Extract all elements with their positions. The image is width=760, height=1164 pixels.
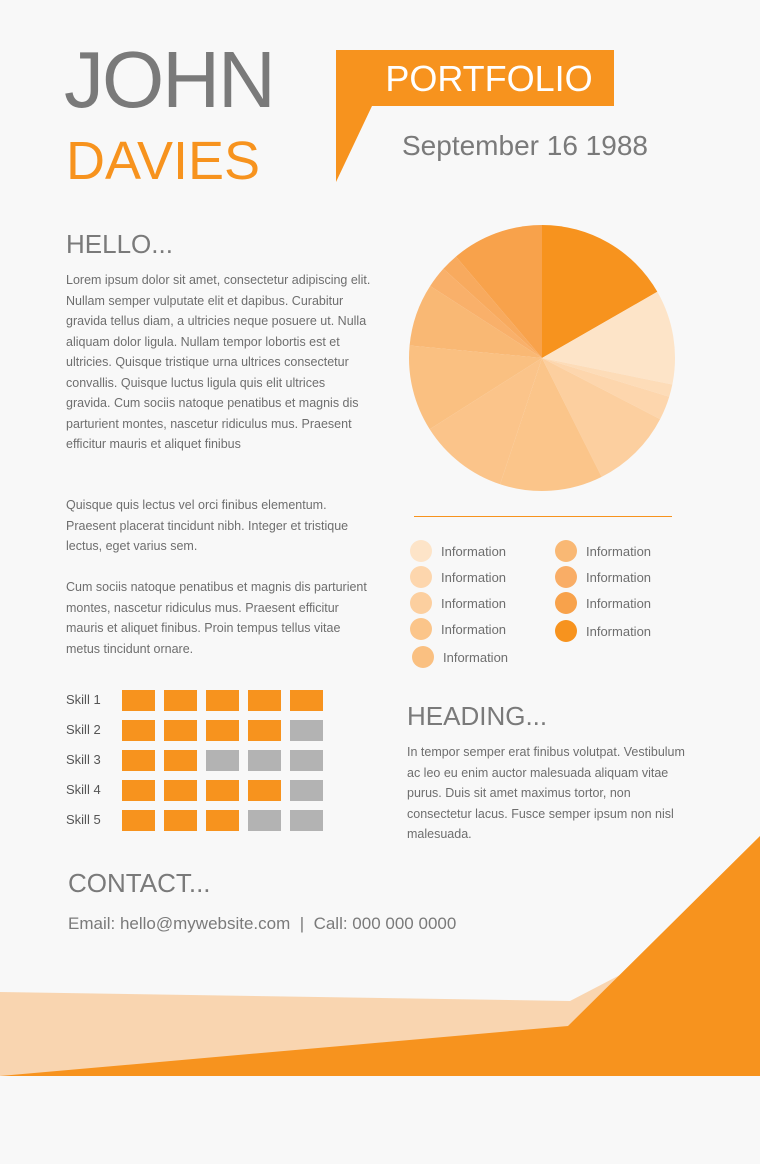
legend-dot-icon	[412, 646, 434, 668]
intro-paragraph-2: Quisque quis lectus vel orci finibus elementum. Praesent placerat tincidunt nibh. Integer et tristique lectus, eget varius sem.	[66, 498, 349, 553]
skill-level-filled	[164, 690, 197, 711]
divider-line	[414, 516, 672, 517]
legend-dot-icon	[555, 592, 577, 614]
skill-level-filled	[122, 780, 155, 801]
legend-dot-icon	[555, 620, 577, 642]
legend-label: Information	[441, 569, 507, 585]
skill-row	[66, 690, 336, 712]
legend-label: Information	[441, 543, 507, 559]
skill-level-filled	[248, 780, 281, 801]
skill-row	[66, 720, 336, 742]
skill-level-filled	[164, 780, 197, 801]
legend-item	[410, 592, 506, 614]
skill-level-filled	[248, 690, 281, 711]
skill-level-empty	[290, 810, 323, 831]
legend-item	[410, 540, 506, 562]
pie-chart	[408, 224, 676, 492]
skill-level-empty	[248, 750, 281, 771]
skill-row	[66, 810, 336, 832]
skill-level-empty	[206, 750, 239, 771]
skill-level-empty	[248, 810, 281, 831]
legend-label: Information	[586, 595, 652, 611]
heading-paragraph: In tempor semper erat finibus volutpat. Vestibulum ac leo eu enim auctor malesuada aliquam vitae purus. Duis sit amet maximus tortor, non consectetur lacus. Fusce semper ipsum non nisl malesuada.	[407, 745, 685, 841]
legend-dot-icon	[555, 566, 577, 588]
legend-item	[555, 566, 651, 588]
skill-name: Skill 3	[66, 752, 101, 767]
last-name: DAVIES	[66, 131, 261, 191]
skill-level-filled	[164, 750, 197, 771]
skill-level-empty	[290, 750, 323, 771]
legend-item	[555, 592, 651, 614]
legend-label: Information	[441, 621, 507, 637]
legend-dot-icon	[410, 618, 432, 640]
legend-dot-icon	[410, 540, 432, 562]
skill-name: Skill 1	[66, 692, 101, 707]
skill-level-filled	[122, 750, 155, 771]
skill-level-filled	[206, 780, 239, 801]
skill-level-filled	[122, 690, 155, 711]
skill-name: Skill 5	[66, 812, 101, 827]
skill-level-filled	[290, 690, 323, 711]
skill-row	[66, 780, 336, 802]
skill-row	[66, 750, 336, 772]
intro-paragraph-1: Lorem ipsum dolor sit amet, consectetur adipiscing elit. Nullam semper vulputate elit et dapibus. Curabitur gravida tellus diam, a ultricies neque posuere ut. Nulla aliquam dolor ligula. Nullam tempor lobortis est et ultricies. Quisque tristique urna ultrices consectetur convallis. Quisque luctus ligula quis elit ultrices gravida. Cum sociis natoque penatibus et magnis dis parturient montes, nascetur ridiculus mus. Praesent efficitur mauris et aliquet finibus	[66, 273, 371, 451]
legend-label: Information	[586, 623, 652, 639]
portfolio-badge: PORTFOLIO	[385, 58, 593, 99]
legend-item	[555, 620, 651, 642]
skill-level-filled	[206, 690, 239, 711]
legend-label: Information	[443, 649, 509, 665]
skill-name: Skill 2	[66, 722, 101, 737]
first-name: JOHN	[64, 35, 274, 124]
contact-title: CONTACT...	[68, 868, 211, 898]
skill-level-empty	[290, 720, 323, 741]
skill-level-filled	[164, 810, 197, 831]
legend-item	[555, 540, 651, 562]
intro-title: HELLO...	[66, 229, 173, 259]
contact-details: Email: hello@mywebsite.com | Call: 000 000 0000	[68, 914, 457, 933]
legend-label: Information	[441, 595, 507, 611]
skill-level-filled	[164, 720, 197, 741]
legend-dot-icon	[410, 566, 432, 588]
skill-name: Skill 4	[66, 782, 101, 797]
skill-level-filled	[206, 810, 239, 831]
skill-level-empty	[290, 780, 323, 801]
legend-label: Information	[586, 569, 652, 585]
footer-decoration	[0, 830, 760, 1080]
legend-dot-icon	[410, 592, 432, 614]
legend-item	[412, 646, 508, 668]
birth-date: September 16 1988	[402, 130, 648, 161]
skill-level-filled	[206, 720, 239, 741]
legend-dot-icon	[555, 540, 577, 562]
legend-item	[410, 618, 506, 640]
legend-item	[410, 566, 506, 588]
skill-level-filled	[122, 810, 155, 831]
skill-level-filled	[122, 720, 155, 741]
intro-paragraph-3: Cum sociis natoque penatibus et magnis dis parturient montes, nascetur ridiculus mus. Praesent efficitur mauris et aliquet finibus. Proin tempus tellus vitae metus tincidunt ornare.	[66, 580, 367, 656]
legend-label: Information	[586, 543, 652, 559]
skill-level-filled	[248, 720, 281, 741]
chart-legend	[410, 540, 700, 680]
heading-title: HEADING...	[407, 701, 548, 731]
